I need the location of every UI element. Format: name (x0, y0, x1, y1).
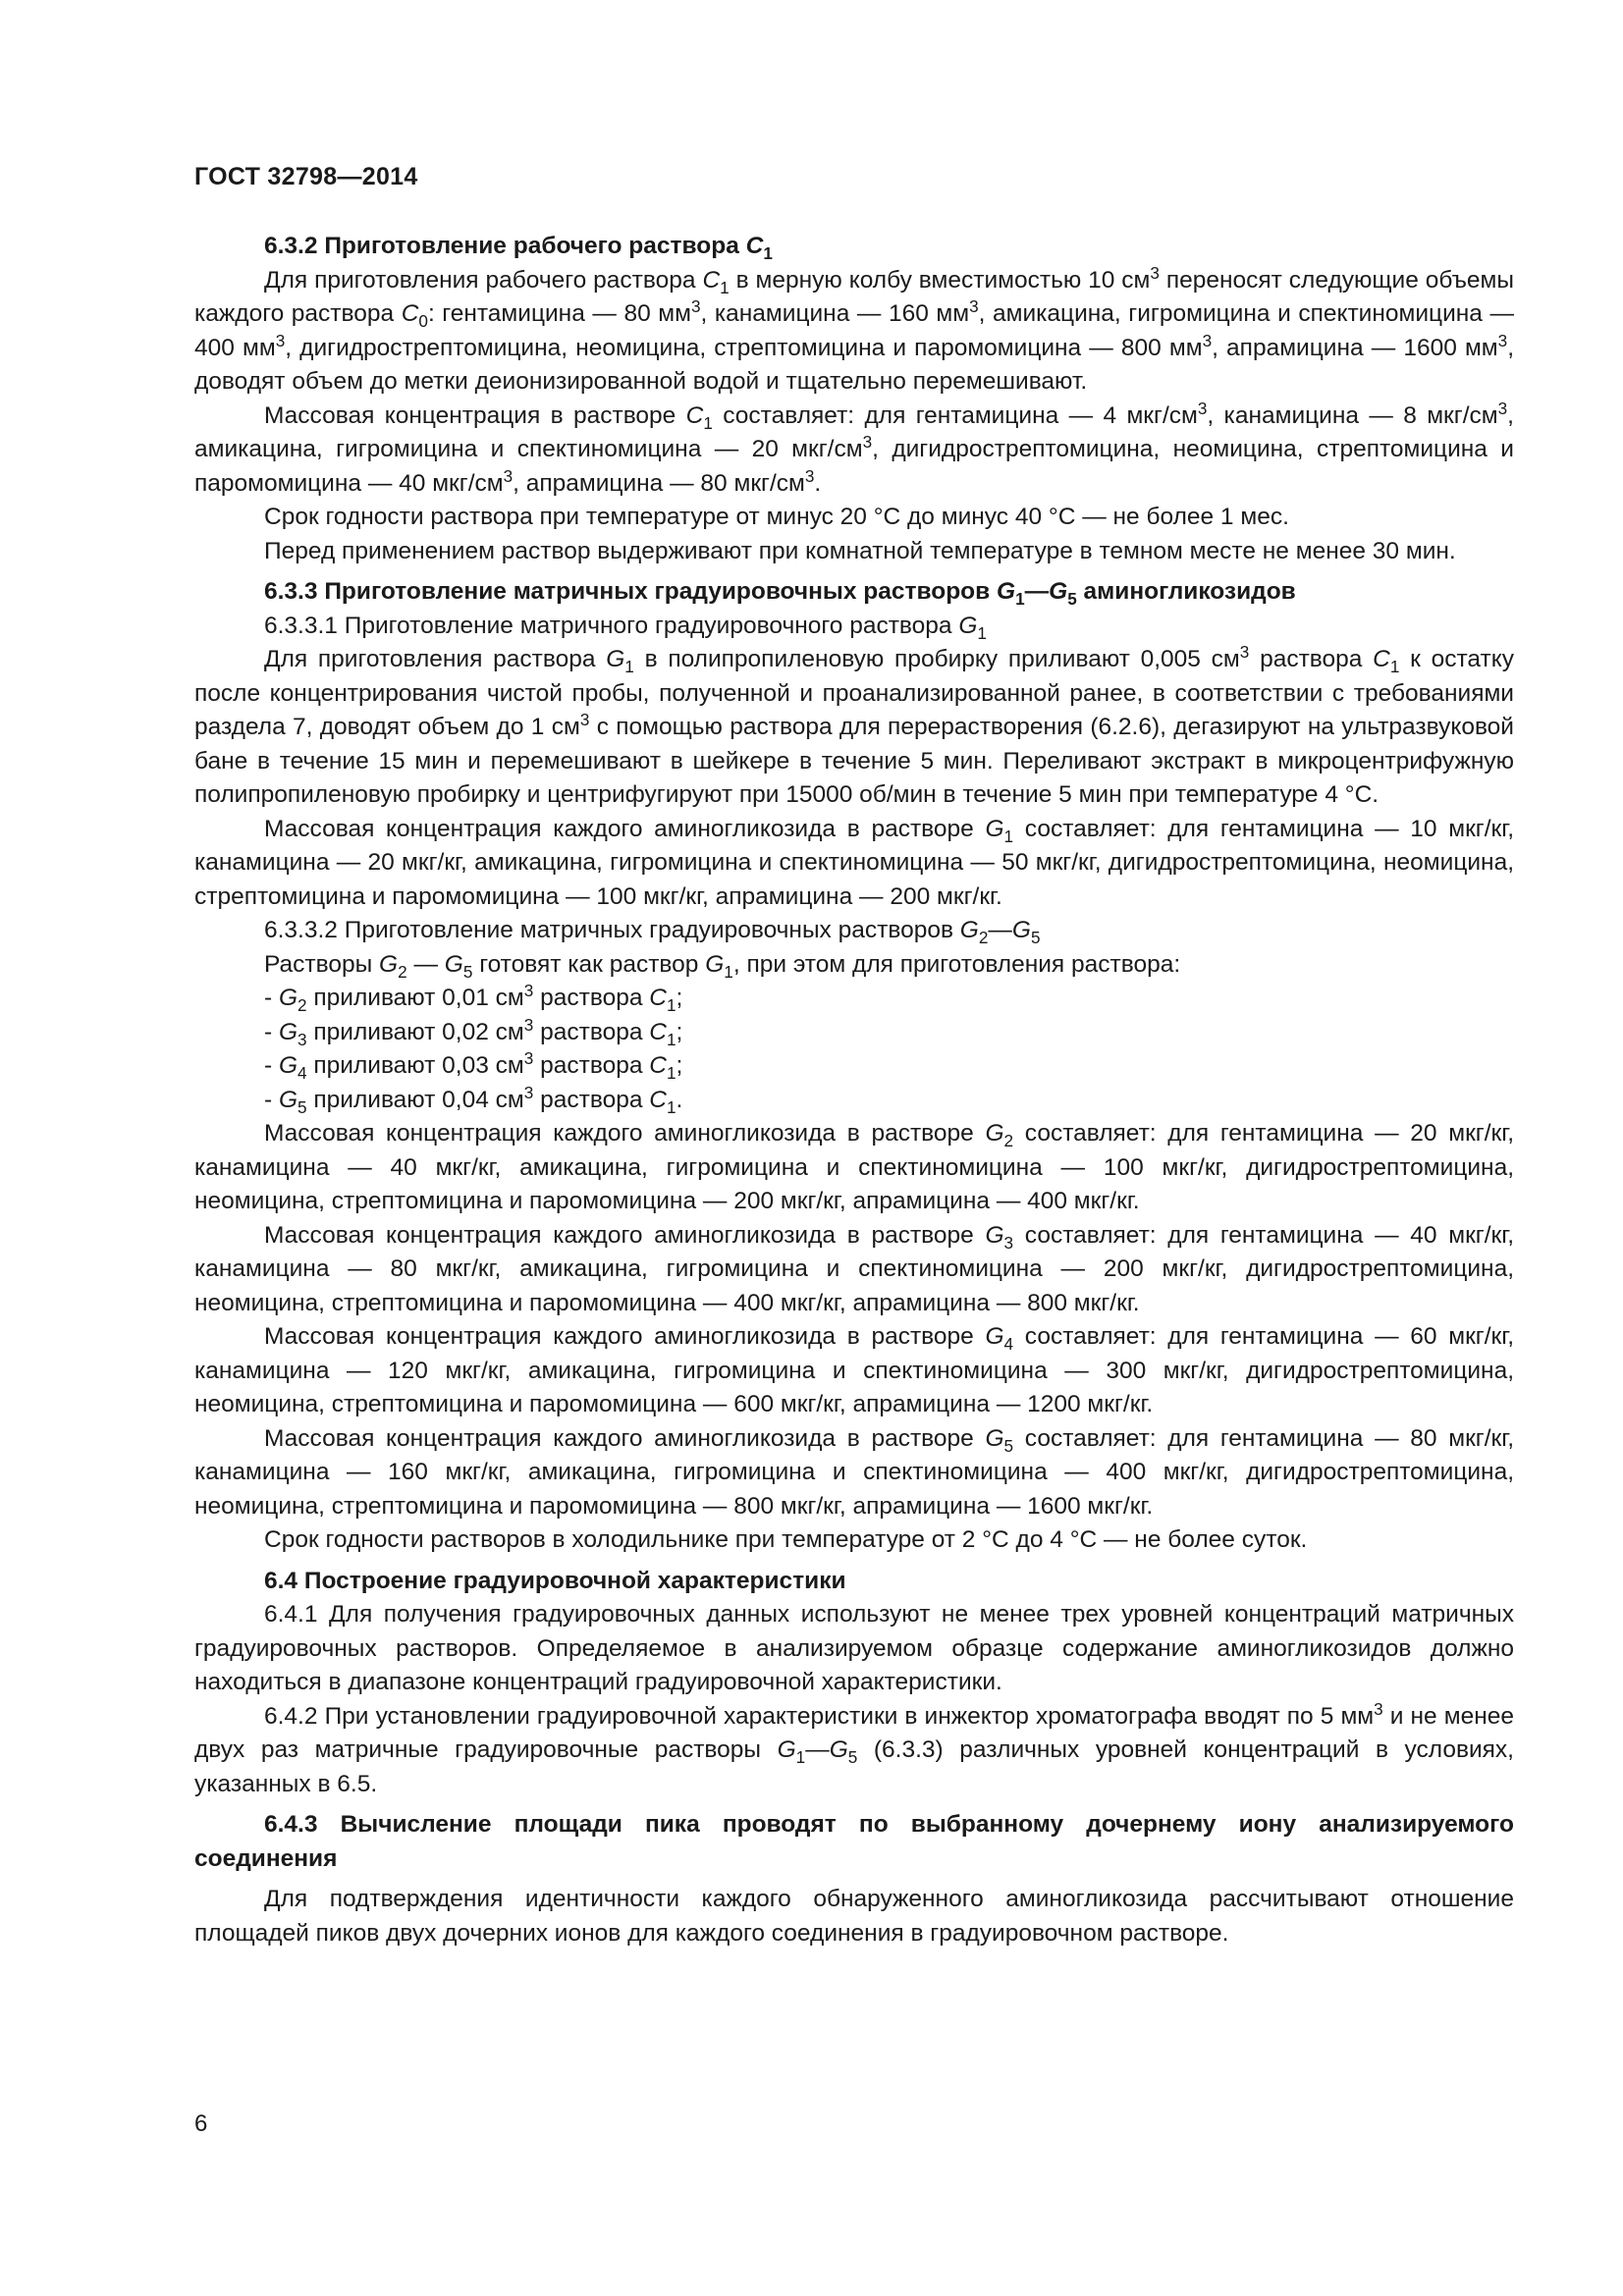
paragraph: Массовая концентрация каждого аминогликозида в растворе $G_4$ составляет: для гентамицина — 60 мкг/кг, канамицина — 120 мкг/кг, амикацина, гигромицина и спектиномицина — 300 мкг/кг, дигидрострептомицина, неомицина, стрептомицина и паромомицина — 600 мкг/кг, апрамицина — 1200 мкг/кг. (194, 1323, 1514, 1417)
paragraph: Для приготовления раствора $G_1$ в полипропиленовую пробирку приливают 0,005 $см^3$ раствора $C_1$ к остатку после концентрирования чистой пробы, полученной и проанализированной ранее, в соответствии с требованиями раздела 7, доводят объем до 1 $см^3$ с помощью раствора для перерастворения (6.2.6), дегазируют на ультразвуковой бане в течение 15 мин и перемешивают в шейкере в течение 5 мин. Переливают экстракт в микроцентрифужную полипропиленовую пробирку и центрифугируют при 15000 об/мин в течение 5 мин при температуре 4 °С. (194, 641, 1514, 808)
document-body (194, 230, 1514, 1950)
paragraph: 6.4.1 Для получения градуировочных данных используют не менее трех уровней концентраций матричных градуировочных растворов. Определяемое в анализируемом образце содержание аминогликозидов должно находиться в диапазоне концентраций градуировочной характеристики. (194, 1601, 1514, 1695)
paragraph: Срок годности раствора при температуре от минус 20 °С до минус 40 °С — не более 1 мес. (264, 504, 1289, 530)
paragraph: Массовая концентрация в растворе $C_1$ составляет: для гентамицина — 4 мкг/$см^3$, канамицина — 8 мкг/$см^3$, амикацина, гигромицина и спектиномицина — 20 мкг/$см^3$, дигидрострептомицина, неомицина, стрептомицина и паромомицина — 40 мкг/$см^3$, апрамицина — 80 мкг/$см^3$. (194, 398, 1514, 497)
page-number: 6 (194, 2110, 208, 2137)
paragraph: Массовая концентрация каждого аминогликозида в растворе $G_2$ составляет: для гентамицина — 20 мкг/кг, канамицина — 40 мкг/кг, амикацина, гигромицина и спектиномицина — 100 мкг/кг, дигидрострептомицина, неомицина, стрептомицина и паромомицина — 200 мкг/кг, апрамицина — 400 мкг/кг. (194, 1120, 1514, 1214)
paragraph: Массовая концентрация каждого аминогликозида в растворе $G_5$ составляет: для гентамицина — 80 мкг/кг, канамицина — 160 мкг/кг, амикацина, гигромицина и спектиномицина — 400 мкг/кг, дигидрострептомицина, неомицина, стрептомицина и паромомицина — 800 мкг/кг, апрамицина — 1600 мкг/кг. (194, 1424, 1514, 1520)
subsection-title-6-3-3-2: 6.3.3.2 Приготовление матричных градуировочных растворов $G_2—G_5$ (264, 917, 1041, 947)
paragraph: Перед применением раствор выдерживают при комнатной температуре в темном месте не менее 30 мин. (264, 537, 1456, 564)
paragraph: Для подтверждения идентичности каждого обнаруженного аминогликозида рассчитывают отношение площадей пиков двух дочерних ионов для каждого соединения в градуировочном растворе. (194, 1886, 1514, 1947)
subsection-title-6-3-3-1: 6.3.3.1 Приготовление матричного градуировочного раствора $G_1$ (264, 612, 987, 643)
paragraph: Растворы $G_2$ — $G_5$ готовят как раствор $G_1$, при этом для приготовления раствора: (264, 950, 1181, 982)
list-item: - $G_4$ приливают 0,03 $см^3$ раствора $C_1$; (264, 1047, 683, 1083)
document-header: ГОСТ 32798—2014 (194, 163, 418, 190)
paragraph: Массовая концентрация каждого аминогликозида в растворе $G_3$ составляет: для гентамицина — 40 мкг/кг, канамицина — 80 мкг/кг, амикацина, гигромицина и спектиномицина — 200 мкг/кг, дигидрострептомицина, неомицина, стрептомицина и паромомицина — 400 мкг/кг, апрамицина — 800 мкг/кг. (194, 1221, 1514, 1316)
paragraph: Срок годности растворов в холодильнике при температуре от 2 °С до 4 °С — не более суток. (264, 1526, 1308, 1553)
list-item: - $G_3$ приливают 0,02 $см^3$ раствора $C_1$; (264, 1014, 683, 1049)
section-heading-6-4-3: 6.4.3 Вычисление площади пика проводят по выбранному дочернему иону анализируемого соединения (194, 1811, 1514, 1872)
paragraph: 6.4.2 При установлении градуировочной характеристики в инжектор хроматографа вводят по 5 $мм^3$ и не менее двух раз матричные градуировочные растворы $G_1—G_5$ (6.3.3) различных уровней концентраций в условиях, указанных в 6.5. (194, 1698, 1515, 1797)
list-item: - $G_2$ приливают 0,01 $см^3$ раствора $C_1$; (264, 980, 683, 1015)
list-item: - $G_5$ приливают 0,04 $см^3$ раствора $C_1$. (264, 1082, 683, 1117)
section-heading-6-4: 6.4 Построение градуировочной характеристики (264, 1567, 846, 1594)
paragraph: Массовая концентрация каждого аминогликозида в растворе $G_1$ составляет: для гентамицина — 10 мкг/кг, канамицина — 20 мкг/кг, амикацина, гигромицина и спектиномицина — 50 мкг/кг, дигидрострептомицина, неомицина, стрептомицина и паромомицина — 100 мкг/кг, апрамицина — 200 мкг/кг. (194, 815, 1514, 910)
section-heading-6-3-2: 6.3.2 Приготовление рабочего раствора $C_1$ (264, 233, 773, 263)
paragraph: Для приготовления рабочего раствора $C_1$ в мерную колбу вместимостью 10 $см^3$ переносят следующие объемы каждого раствора $C_0$: гентамицина — 80 $мм^3$, канамицина — 160 $мм^3$, амикацина, гигромицина и спектиномицина — 400 $мм^3$, дигидрострептомицина, неомицина, стрептомицина и паромомицина — 800 $мм^3$, апрамицина — 1600 $мм^3$, доводят объем до метки деионизированной водой и тщательно перемешивают. (194, 262, 1514, 395)
section-heading-6-3-3: 6.3.3 Приготовление матричных градуировочных растворов $G_1—G_5$ аминогликозидов (264, 578, 1296, 609)
